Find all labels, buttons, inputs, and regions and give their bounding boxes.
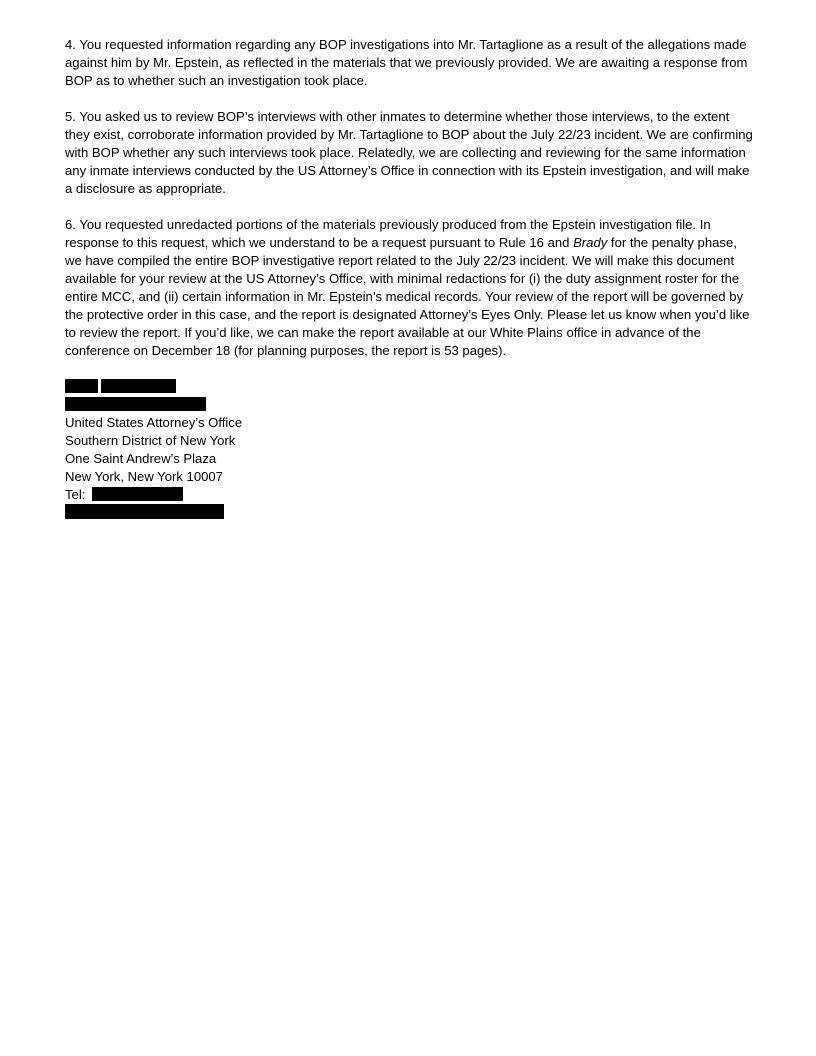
signature-block — [65, 378, 755, 522]
paragraph-6-emphasis: Brady — [573, 235, 608, 250]
signature-office: United States Attorney’s Office — [65, 415, 243, 430]
signature-street: One Saint Andrew’s Plaza — [65, 451, 217, 466]
paragraph-item-6 — [65, 216, 755, 360]
redacted-first-name — [65, 379, 98, 393]
signature-email-line — [65, 504, 755, 522]
paragraph-5-text: 5. You asked us to review BOP’s interviews with other inmates to determine whether those interviews, to the extent they exist, corroborate information provided by Mr. Tartaglione to BOP about the July 22/23 incident. We are confirming with BOP whether any such interviews took place. Relatedly, we are collecting and reviewing for the same information any inmate interviews conducted by the US Attorney’s Office in connection with its Epstein investigation, and will make a disclosure as appropriate. — [65, 109, 753, 196]
paragraph-item-5 — [65, 108, 755, 198]
paragraph-item-4 — [65, 36, 755, 90]
signature-tel-line — [65, 486, 755, 504]
signature-city: New York, New York 10007 — [65, 469, 223, 484]
paragraph-6-text-end: for the penalty phase, we have compiled the entire BOP investigative report related to the July 22/23 incident. We will make this document available for your review at the US Attorney’s Office, with minimal redactions for (i) the duty assignment roster for the entire MCC, and (ii) certain information in Mr. Epstein’s medical records. Your review of the report will be governed by the protective order in this case, and the report is designated Attorney’s Eyes Only. Please let us know when you’d like to review the report. If you’d like, we can make the report available at our White Plains office in advance of the conference on December 18 (for planning purposes, the report is 53 pages). — [65, 235, 750, 358]
paragraph-6-text-start: 6. You requested unredacted portions of the materials previously produced from the Epstein investigation file. In response to this request, which we understand to be a request pursuant to Rule 16 and — [65, 217, 711, 250]
signature-tel-label: Tel: — [65, 487, 86, 502]
redacted-title — [65, 397, 206, 411]
letter-body — [65, 36, 755, 522]
signature-district: Southern District of New York — [65, 433, 236, 448]
paragraph-4-text: 4. You requested information regarding any BOP investigations into Mr. Tartaglione as a result of the allegations made against him by Mr. Epstein, as reflected in the materials that we previously provided. We are awaiting a response from BOP as to whether such an investigation took place. — [65, 37, 748, 88]
redacted-email — [65, 504, 224, 519]
signature-name-line — [65, 378, 755, 396]
redacted-phone — [92, 487, 183, 501]
redacted-last-name — [101, 379, 176, 393]
signature-title-line — [65, 396, 755, 414]
